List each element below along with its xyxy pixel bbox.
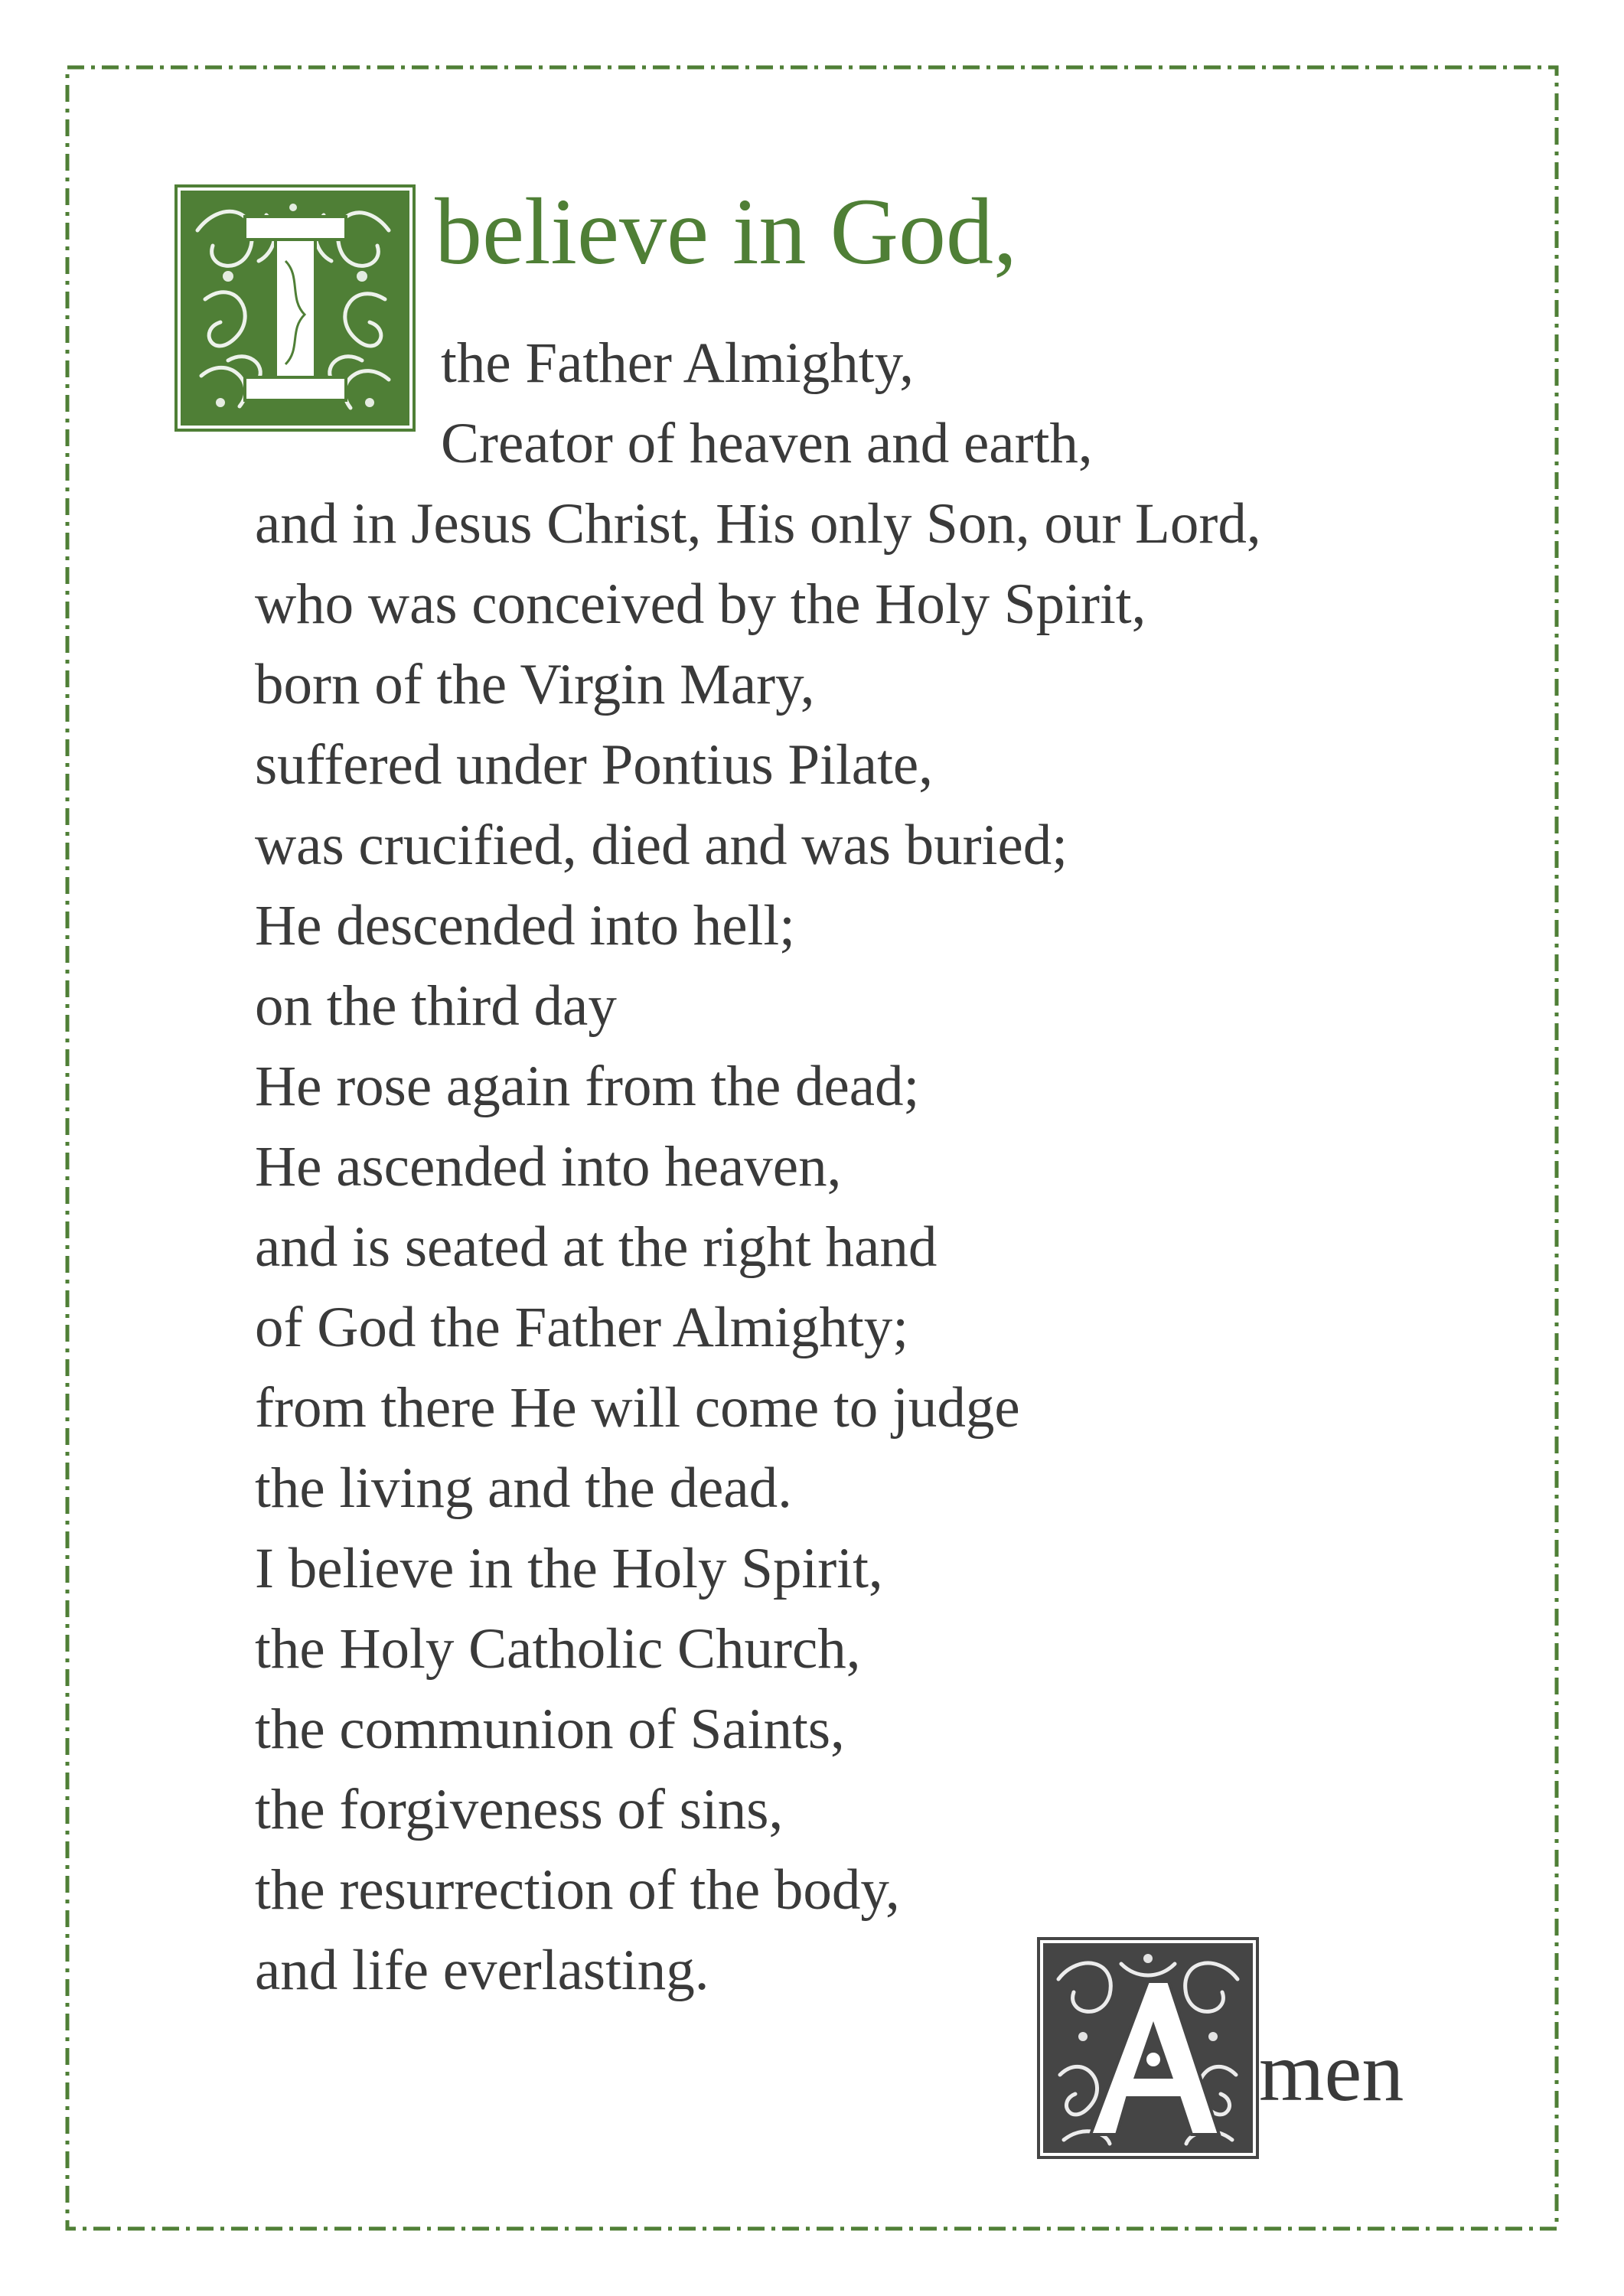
creed-line: the Holy Catholic Church, [255, 1617, 861, 1681]
creed-heading: believe in God, [435, 179, 1018, 284]
creed-line: Creator of heaven and earth, [441, 412, 1093, 475]
creed-line: suffered under Pontius Pilate, [255, 733, 933, 797]
creed-line: born of the Virgin Mary, [255, 653, 815, 716]
creed-line: He descended into hell; [255, 894, 796, 957]
creed-line: was crucified, died and was buried; [255, 814, 1068, 877]
creed-line: and life everlasting. [255, 1939, 709, 2002]
amen-text: men [1259, 2025, 1404, 2118]
creed-line: the Father Almighty, [441, 331, 914, 395]
creed-line: the forgiveness of sins, [255, 1778, 784, 1841]
illuminated-initial-a [1037, 1937, 1259, 2159]
creed-line: He rose again from the dead; [255, 1055, 920, 1118]
creed-line: I believe in the Holy Spirit, [255, 1537, 883, 1600]
creed-line: and in Jesus Christ, His only Son, our Lord, [255, 492, 1261, 556]
creed-line: from there He will come to judge [255, 1376, 1020, 1440]
creed-line: of God the Father Almighty; [255, 1296, 909, 1359]
creed-line: who was conceived by the Holy Spirit, [255, 572, 1146, 636]
creed-line: the living and the dead. [255, 1456, 792, 1520]
creed-line: on the third day [255, 974, 617, 1038]
creed-line: the resurrection of the body, [255, 1858, 900, 1922]
creed-line: the communion of Saints, [255, 1698, 845, 1761]
creed-line: and is seated at the right hand [255, 1215, 938, 1279]
creed-line: He ascended into heaven, [255, 1135, 842, 1199]
illuminated-initial-i [174, 184, 416, 432]
